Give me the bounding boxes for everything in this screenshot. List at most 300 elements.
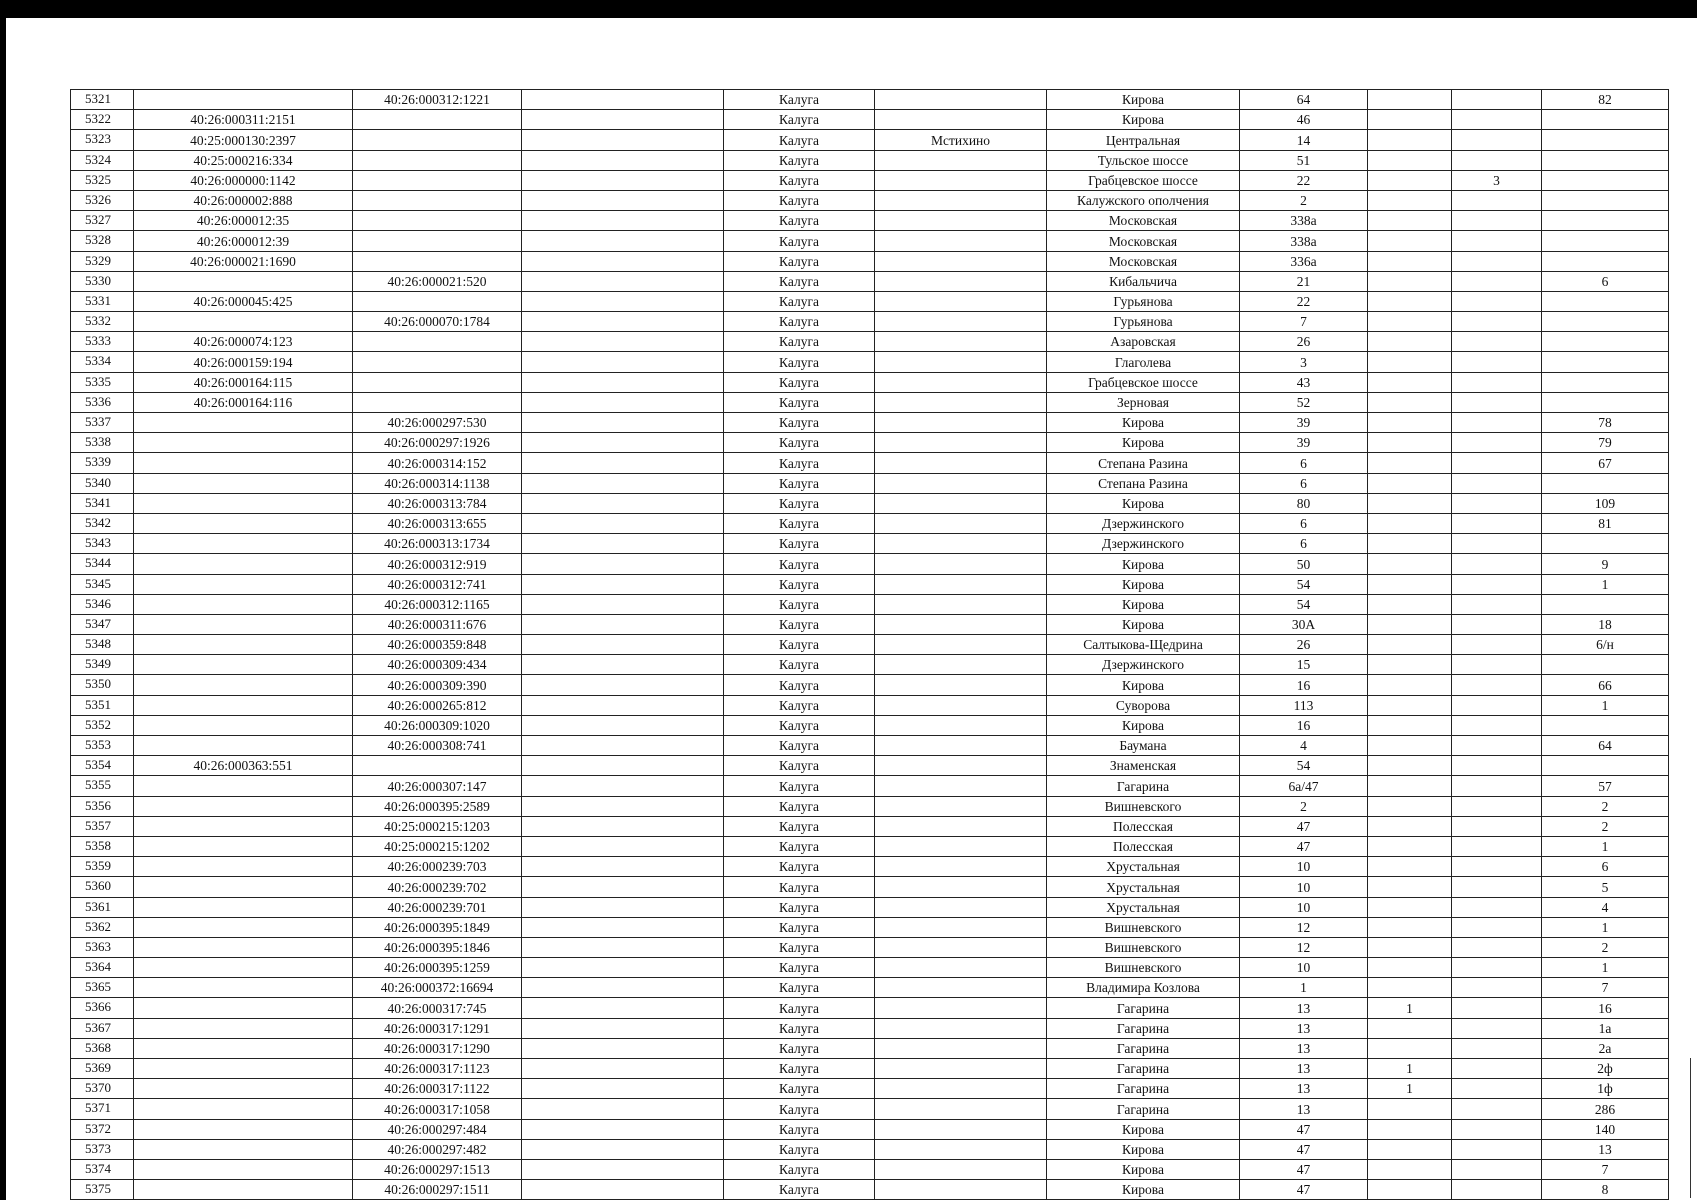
cadastral-number-land-cell	[134, 836, 353, 856]
apartment-cell: 7	[1542, 1159, 1669, 1179]
house-number-cell: 3	[1240, 352, 1368, 372]
city-cell: Калуга	[724, 554, 875, 574]
settlement-cell	[875, 1099, 1047, 1119]
apartment-cell: 1а	[1542, 1018, 1669, 1038]
house-number-cell: 2	[1240, 796, 1368, 816]
cadastral-number-land-cell	[134, 554, 353, 574]
row-number-cell: 5369	[71, 1059, 134, 1079]
cadastral-number-building-cell: 40:26:000312:741	[353, 574, 522, 594]
row-number-cell: 5365	[71, 978, 134, 998]
settlement-cell	[875, 312, 1047, 332]
house-number-cell: 26	[1240, 635, 1368, 655]
house-number-cell: 13	[1240, 998, 1368, 1018]
city-cell: Калуга	[724, 857, 875, 877]
apartment-cell: 2	[1542, 816, 1669, 836]
table-row	[71, 594, 1669, 614]
street-cell: Дзержинского	[1047, 513, 1240, 533]
empty-column-cell	[522, 291, 724, 311]
city-cell: Калуга	[724, 1038, 875, 1058]
building-cell	[1368, 251, 1452, 271]
empty-column-cell	[522, 1099, 724, 1119]
cadastral-number-land-cell	[134, 413, 353, 433]
row-number-cell: 5332	[71, 312, 134, 332]
cadastral-number-building-cell: 40:26:000314:152	[353, 453, 522, 473]
table-row	[71, 433, 1669, 453]
empty-column-cell	[522, 271, 724, 291]
row-number-cell: 5364	[71, 958, 134, 978]
row-number-cell: 5322	[71, 110, 134, 130]
street-cell: Центральная	[1047, 130, 1240, 150]
table-row	[71, 291, 1669, 311]
empty-column-cell	[522, 473, 724, 493]
street-cell: Баумана	[1047, 736, 1240, 756]
city-cell: Калуга	[724, 937, 875, 957]
structure-cell	[1452, 1079, 1542, 1099]
cadastral-number-land-cell	[134, 715, 353, 735]
row-number-cell: 5324	[71, 150, 134, 170]
city-cell: Калуга	[724, 251, 875, 271]
table-row	[71, 756, 1669, 776]
cadastral-number-land-cell	[134, 998, 353, 1018]
cadastral-number-building-cell	[353, 392, 522, 412]
cadastral-number-land-cell	[134, 1059, 353, 1079]
cadastral-number-land-cell: 40:26:000012:39	[134, 231, 353, 251]
city-cell: Калуга	[724, 594, 875, 614]
building-cell: 1	[1368, 1059, 1452, 1079]
street-cell: Гурьянова	[1047, 291, 1240, 311]
settlement-cell	[875, 332, 1047, 352]
cadastral-number-building-cell: 40:26:000297:482	[353, 1139, 522, 1159]
street-cell: Хрустальная	[1047, 857, 1240, 877]
apartment-cell: 2	[1542, 796, 1669, 816]
street-cell: Кирова	[1047, 715, 1240, 735]
table-row	[71, 413, 1669, 433]
structure-cell	[1452, 897, 1542, 917]
settlement-cell	[875, 1159, 1047, 1179]
empty-column-cell	[522, 372, 724, 392]
cadastral-number-building-cell: 40:26:000309:390	[353, 675, 522, 695]
settlement-cell	[875, 150, 1047, 170]
structure-cell	[1452, 150, 1542, 170]
house-number-cell: 30А	[1240, 614, 1368, 634]
apartment-cell: 66	[1542, 675, 1669, 695]
street-cell: Кирова	[1047, 614, 1240, 634]
house-number-cell: 13	[1240, 1018, 1368, 1038]
structure-cell	[1452, 978, 1542, 998]
settlement-cell	[875, 897, 1047, 917]
street-cell: Степана Разина	[1047, 473, 1240, 493]
empty-column-cell	[522, 998, 724, 1018]
settlement-cell	[875, 271, 1047, 291]
structure-cell	[1452, 1119, 1542, 1139]
row-number-cell: 5363	[71, 937, 134, 957]
cadastral-number-land-cell	[134, 473, 353, 493]
house-number-cell: 13	[1240, 1038, 1368, 1058]
street-cell: Гурьянова	[1047, 312, 1240, 332]
empty-column-cell	[522, 352, 724, 372]
settlement-cell	[875, 170, 1047, 190]
city-cell: Калуга	[724, 1079, 875, 1099]
table-row	[71, 998, 1669, 1018]
table-row	[71, 1038, 1669, 1058]
building-cell	[1368, 513, 1452, 533]
street-cell: Гагарина	[1047, 1038, 1240, 1058]
street-cell: Полесская	[1047, 816, 1240, 836]
empty-column-cell	[522, 594, 724, 614]
row-number-cell: 5337	[71, 413, 134, 433]
cadastral-number-building-cell: 40:26:000359:848	[353, 635, 522, 655]
street-cell: Кирова	[1047, 413, 1240, 433]
house-number-cell: 22	[1240, 170, 1368, 190]
apartment-cell: 79	[1542, 433, 1669, 453]
city-cell: Калуга	[724, 715, 875, 735]
building-cell	[1368, 675, 1452, 695]
empty-column-cell	[522, 836, 724, 856]
table-row	[71, 453, 1669, 473]
row-number-cell: 5338	[71, 433, 134, 453]
row-number-cell: 5334	[71, 352, 134, 372]
apartment-cell: 57	[1542, 776, 1669, 796]
row-number-cell: 5368	[71, 1038, 134, 1058]
cadastral-number-building-cell: 40:26:000265:812	[353, 695, 522, 715]
table-row	[71, 513, 1669, 533]
table-row	[71, 655, 1669, 675]
apartment-cell	[1542, 190, 1669, 210]
structure-cell	[1452, 554, 1542, 574]
street-cell: Грабцевское шоссе	[1047, 170, 1240, 190]
house-number-cell: 43	[1240, 372, 1368, 392]
table-row	[71, 352, 1669, 372]
row-number-cell: 5336	[71, 392, 134, 412]
house-number-cell: 10	[1240, 897, 1368, 917]
cadastral-number-land-cell: 40:26:000021:1690	[134, 251, 353, 271]
street-cell: Вишневского	[1047, 796, 1240, 816]
house-number-cell: 50	[1240, 554, 1368, 574]
structure-cell	[1452, 736, 1542, 756]
row-number-cell: 5343	[71, 534, 134, 554]
street-cell: Кирова	[1047, 90, 1240, 110]
empty-column-cell	[522, 1119, 724, 1139]
settlement-cell	[875, 1038, 1047, 1058]
row-number-cell: 5356	[71, 796, 134, 816]
cadastral-number-building-cell: 40:26:000317:1123	[353, 1059, 522, 1079]
settlement-cell	[875, 231, 1047, 251]
apartment-cell: 140	[1542, 1119, 1669, 1139]
empty-column-cell	[522, 635, 724, 655]
structure-cell	[1452, 352, 1542, 372]
table-row	[71, 736, 1669, 756]
city-cell: Калуга	[724, 493, 875, 513]
city-cell: Калуга	[724, 190, 875, 210]
cadastral-number-building-cell: 40:26:000297:484	[353, 1119, 522, 1139]
building-cell	[1368, 635, 1452, 655]
row-number-cell: 5360	[71, 877, 134, 897]
table-row	[71, 1018, 1669, 1038]
cadastral-number-land-cell	[134, 1159, 353, 1179]
cadastral-number-building-cell: 40:26:000317:745	[353, 998, 522, 1018]
structure-cell	[1452, 675, 1542, 695]
settlement-cell	[875, 796, 1047, 816]
house-number-cell: 54	[1240, 574, 1368, 594]
street-cell: Полесская	[1047, 836, 1240, 856]
cadastral-number-building-cell: 40:26:000297:1513	[353, 1159, 522, 1179]
building-cell	[1368, 110, 1452, 130]
cadastral-number-building-cell: 40:26:000309:434	[353, 655, 522, 675]
structure-cell	[1452, 90, 1542, 110]
settlement-cell	[875, 776, 1047, 796]
street-cell: Степана Разина	[1047, 453, 1240, 473]
cadastral-number-land-cell: 40:26:000002:888	[134, 190, 353, 210]
street-cell: Кирова	[1047, 493, 1240, 513]
street-cell: Гагарина	[1047, 1018, 1240, 1038]
city-cell: Калуга	[724, 534, 875, 554]
empty-column-cell	[522, 211, 724, 231]
building-cell	[1368, 392, 1452, 412]
row-number-cell: 5355	[71, 776, 134, 796]
cadastral-number-land-cell: 40:25:000216:334	[134, 150, 353, 170]
apartment-cell	[1542, 534, 1669, 554]
city-cell: Калуга	[724, 655, 875, 675]
cadastral-number-land-cell	[134, 796, 353, 816]
settlement-cell	[875, 857, 1047, 877]
street-cell: Знаменская	[1047, 756, 1240, 776]
apartment-cell	[1542, 251, 1669, 271]
street-cell: Тульское шоссе	[1047, 150, 1240, 170]
empty-column-cell	[522, 554, 724, 574]
settlement-cell	[875, 1180, 1047, 1200]
street-cell: Кирова	[1047, 675, 1240, 695]
building-cell	[1368, 655, 1452, 675]
apartment-cell	[1542, 756, 1669, 776]
structure-cell	[1452, 594, 1542, 614]
city-cell: Калуга	[724, 150, 875, 170]
table-row	[71, 614, 1669, 634]
building-cell	[1368, 715, 1452, 735]
row-number-cell: 5349	[71, 655, 134, 675]
apartment-cell: 16	[1542, 998, 1669, 1018]
city-cell: Калуга	[724, 756, 875, 776]
city-cell: Калуга	[724, 1159, 875, 1179]
apartment-cell	[1542, 372, 1669, 392]
apartment-cell: 2ф	[1542, 1059, 1669, 1079]
city-cell: Калуга	[724, 978, 875, 998]
building-cell	[1368, 372, 1452, 392]
row-number-cell: 5335	[71, 372, 134, 392]
empty-column-cell	[522, 150, 724, 170]
cadastral-number-building-cell	[353, 332, 522, 352]
table-row	[71, 1099, 1669, 1119]
empty-column-cell	[522, 251, 724, 271]
row-number-cell: 5373	[71, 1139, 134, 1159]
structure-cell	[1452, 917, 1542, 937]
building-cell	[1368, 332, 1452, 352]
structure-cell	[1452, 130, 1542, 150]
house-number-cell: 21	[1240, 271, 1368, 291]
street-cell: Кирова	[1047, 1159, 1240, 1179]
settlement-cell	[875, 392, 1047, 412]
building-cell	[1368, 857, 1452, 877]
building-cell	[1368, 413, 1452, 433]
row-number-cell: 5372	[71, 1119, 134, 1139]
cadastral-number-land-cell	[134, 978, 353, 998]
settlement-cell	[875, 715, 1047, 735]
city-cell: Калуга	[724, 796, 875, 816]
house-number-cell: 47	[1240, 836, 1368, 856]
city-cell: Калуга	[724, 816, 875, 836]
apartment-cell	[1542, 211, 1669, 231]
cadastral-number-land-cell	[134, 816, 353, 836]
cadastral-number-land-cell	[134, 937, 353, 957]
cadastral-number-land-cell	[134, 312, 353, 332]
row-number-cell: 5352	[71, 715, 134, 735]
house-number-cell: 113	[1240, 695, 1368, 715]
structure-cell	[1452, 473, 1542, 493]
cadastral-number-building-cell	[353, 756, 522, 776]
structure-cell	[1452, 372, 1542, 392]
house-number-cell: 15	[1240, 655, 1368, 675]
cadastral-number-land-cell	[134, 917, 353, 937]
empty-column-cell	[522, 392, 724, 412]
table-row	[71, 958, 1669, 978]
cadastral-number-land-cell	[134, 635, 353, 655]
building-cell	[1368, 917, 1452, 937]
house-number-cell: 14	[1240, 130, 1368, 150]
street-cell: Кирова	[1047, 594, 1240, 614]
street-cell: Хрустальная	[1047, 897, 1240, 917]
street-cell: Московская	[1047, 211, 1240, 231]
empty-column-cell	[522, 695, 724, 715]
building-cell	[1368, 352, 1452, 372]
cadastral-number-building-cell	[353, 291, 522, 311]
empty-column-cell	[522, 1159, 724, 1179]
table-row	[71, 90, 1669, 110]
row-number-cell: 5340	[71, 473, 134, 493]
house-number-cell: 16	[1240, 715, 1368, 735]
city-cell: Калуга	[724, 170, 875, 190]
building-cell	[1368, 150, 1452, 170]
apartment-cell: 286	[1542, 1099, 1669, 1119]
empty-column-cell	[522, 453, 724, 473]
structure-cell	[1452, 655, 1542, 675]
apartment-cell: 18	[1542, 614, 1669, 634]
building-cell	[1368, 1159, 1452, 1179]
apartment-cell: 1	[1542, 917, 1669, 937]
table-row	[71, 554, 1669, 574]
structure-cell	[1452, 493, 1542, 513]
house-number-cell: 51	[1240, 150, 1368, 170]
row-number-cell: 5361	[71, 897, 134, 917]
settlement-cell	[875, 877, 1047, 897]
structure-cell	[1452, 251, 1542, 271]
house-number-cell: 1	[1240, 978, 1368, 998]
empty-column-cell	[522, 877, 724, 897]
structure-cell	[1452, 291, 1542, 311]
cadastral-number-land-cell	[134, 534, 353, 554]
empty-column-cell	[522, 655, 724, 675]
street-cell: Вишневского	[1047, 917, 1240, 937]
cadastral-number-building-cell: 40:26:000239:702	[353, 877, 522, 897]
building-cell	[1368, 736, 1452, 756]
table-row	[71, 251, 1669, 271]
apartment-cell	[1542, 291, 1669, 311]
building-cell	[1368, 1099, 1452, 1119]
table-row	[71, 574, 1669, 594]
settlement-cell	[875, 1079, 1047, 1099]
structure-cell	[1452, 1059, 1542, 1079]
city-cell: Калуга	[724, 130, 875, 150]
register-body	[71, 90, 1669, 1200]
table-row	[71, 534, 1669, 554]
building-cell: 1	[1368, 1079, 1452, 1099]
building-cell	[1368, 453, 1452, 473]
table-row	[71, 110, 1669, 130]
structure-cell	[1452, 453, 1542, 473]
cadastral-number-land-cell: 40:26:000164:115	[134, 372, 353, 392]
city-cell: Калуга	[724, 513, 875, 533]
cadastral-number-building-cell: 40:26:000372:16694	[353, 978, 522, 998]
building-cell	[1368, 312, 1452, 332]
structure-cell	[1452, 574, 1542, 594]
street-cell: Кирова	[1047, 1139, 1240, 1159]
row-number-cell: 5362	[71, 917, 134, 937]
settlement-cell	[875, 978, 1047, 998]
table-row	[71, 635, 1669, 655]
settlement-cell	[875, 413, 1047, 433]
table-row	[71, 836, 1669, 856]
structure-cell	[1452, 816, 1542, 836]
empty-column-cell	[522, 312, 724, 332]
cadastral-number-building-cell	[353, 352, 522, 372]
house-number-cell: 338а	[1240, 211, 1368, 231]
table-row	[71, 1079, 1669, 1099]
city-cell: Калуга	[724, 998, 875, 1018]
empty-column-cell	[522, 90, 724, 110]
city-cell: Калуга	[724, 1099, 875, 1119]
apartment-cell: 81	[1542, 513, 1669, 533]
building-cell	[1368, 937, 1452, 957]
cadastral-number-land-cell: 40:26:000012:35	[134, 211, 353, 231]
cadastral-number-building-cell: 40:26:000311:676	[353, 614, 522, 634]
table-row	[71, 937, 1669, 957]
city-cell: Калуга	[724, 413, 875, 433]
cadastral-number-building-cell: 40:26:000312:1165	[353, 594, 522, 614]
settlement-cell	[875, 453, 1047, 473]
empty-column-cell	[522, 958, 724, 978]
table-row	[71, 170, 1669, 190]
row-number-cell: 5325	[71, 170, 134, 190]
table-row	[71, 917, 1669, 937]
cadastral-number-land-cell: 40:26:000000:1142	[134, 170, 353, 190]
empty-column-cell	[522, 190, 724, 210]
structure-cell	[1452, 312, 1542, 332]
apartment-cell	[1542, 130, 1669, 150]
table-row	[71, 231, 1669, 251]
table-row	[71, 857, 1669, 877]
apartment-cell	[1542, 150, 1669, 170]
city-cell: Калуга	[724, 695, 875, 715]
empty-column-cell	[522, 756, 724, 776]
empty-column-cell	[522, 1038, 724, 1058]
house-number-cell: 47	[1240, 816, 1368, 836]
cadastral-number-land-cell	[134, 695, 353, 715]
table-row	[71, 1139, 1669, 1159]
structure-cell	[1452, 937, 1542, 957]
settlement-cell	[875, 675, 1047, 695]
empty-column-cell	[522, 1079, 724, 1099]
street-cell: Дзержинского	[1047, 655, 1240, 675]
city-cell: Калуга	[724, 1059, 875, 1079]
apartment-cell: 13	[1542, 1139, 1669, 1159]
